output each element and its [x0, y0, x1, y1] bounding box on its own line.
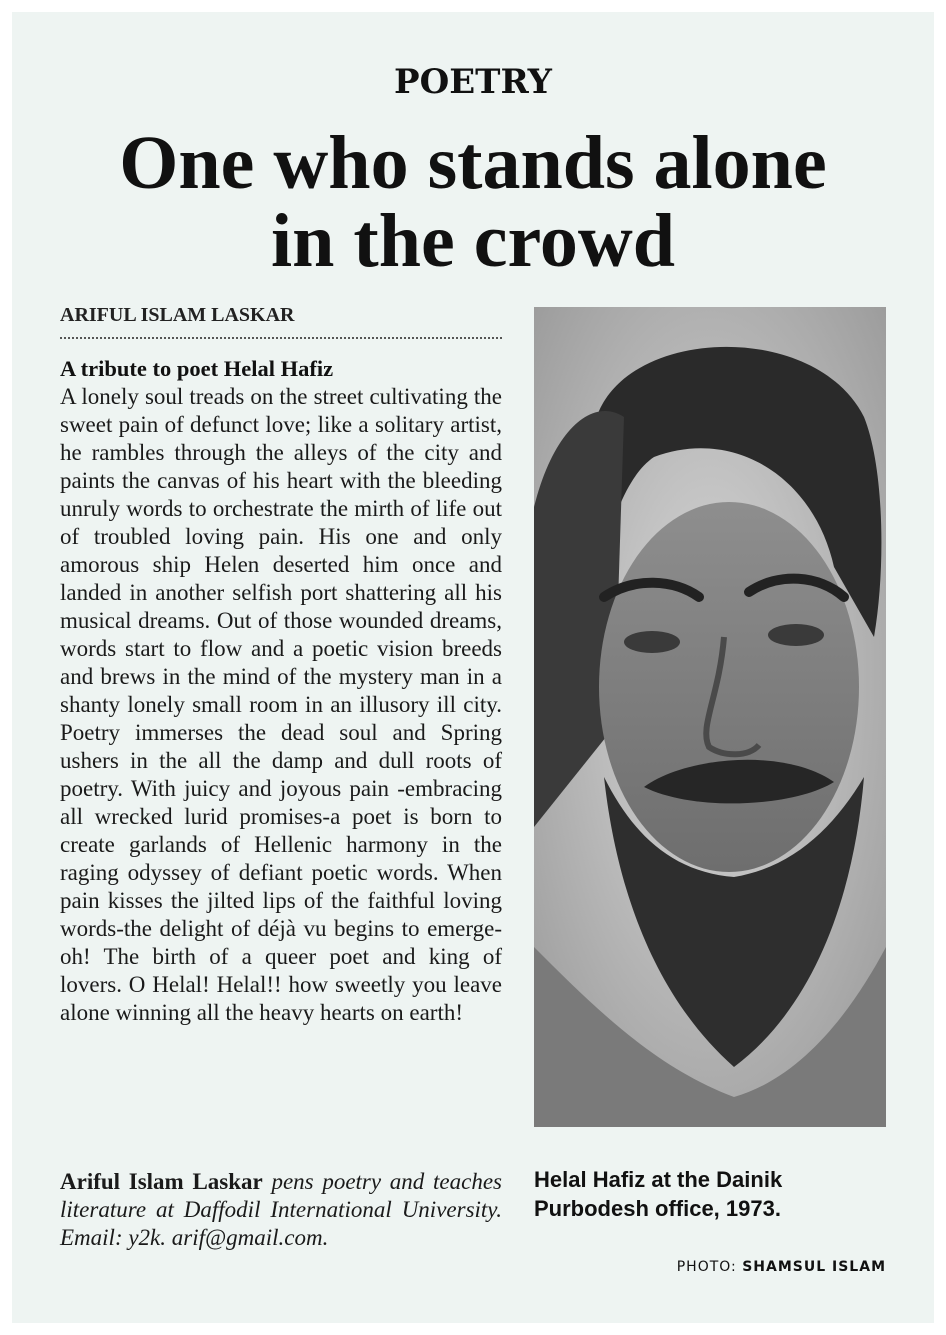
photo-credit-label: PHOTO:: [676, 1259, 743, 1275]
article-body: A lonely soul treads on the street cultivating the sweet pain of defunct love; like a solitary artist, he rambles through the alleys of the city and paints the canvas of his heart with the bleeding unruly words to orchestrate the mirth of life out of troubled loving pain. His one and only amorous ship Helen deserted him once and landed in another selfish port shattering all his musical dreams. Out of those wounded dreams, words start to flow and a poetic vision breeds and brews in the mind of the mystery man in a shanty lonely small room in an illusory ill city. Poetry immerses the dead soul and Spring ushers in the all the damp and dull roots of poetry. With juicy and joyous pain -embracing all wrecked lurid promises-a poet is born to create garlands of Hellenic harmony in the raging odyssey of defiant poetic words. When pain kisses the jilted lips of the faithful loving words-the delight of déjà vu begins to emerge- oh! The birth of a queer poet and king of lovers. O Helal! Helal!! how sweetly you leave alone winning all the heavy hearts on earth!: [60, 384, 502, 1025]
section-label: POETRY: [394, 62, 552, 102]
portrait-illustration: [534, 307, 886, 1127]
author-bio-text: pens poetry and teaches literature at Daffodil International University. Email: y2k. arif@gmail.com.: [60, 1169, 502, 1250]
photo-credit-name: SHAMSUL ISLAM: [742, 1259, 886, 1275]
author-bio-name: Ariful Islam Laskar: [60, 1169, 263, 1194]
headline-line-1: One who stands alone: [119, 121, 827, 205]
article-page: [12, 12, 934, 1323]
headline-line-2: in the crowd: [271, 199, 675, 283]
author-bio: [60, 1168, 502, 1252]
byline: ARIFUL ISLAM LASKAR: [60, 304, 502, 339]
portrait-photo: [534, 307, 886, 1127]
headline: [12, 121, 934, 283]
subhead: A tribute to poet Helal Hafiz: [60, 356, 334, 381]
photo-credit: [677, 1259, 886, 1275]
photo-caption: Helal Hafiz at the Dainik Purbodesh office, 1973.: [534, 1167, 783, 1221]
